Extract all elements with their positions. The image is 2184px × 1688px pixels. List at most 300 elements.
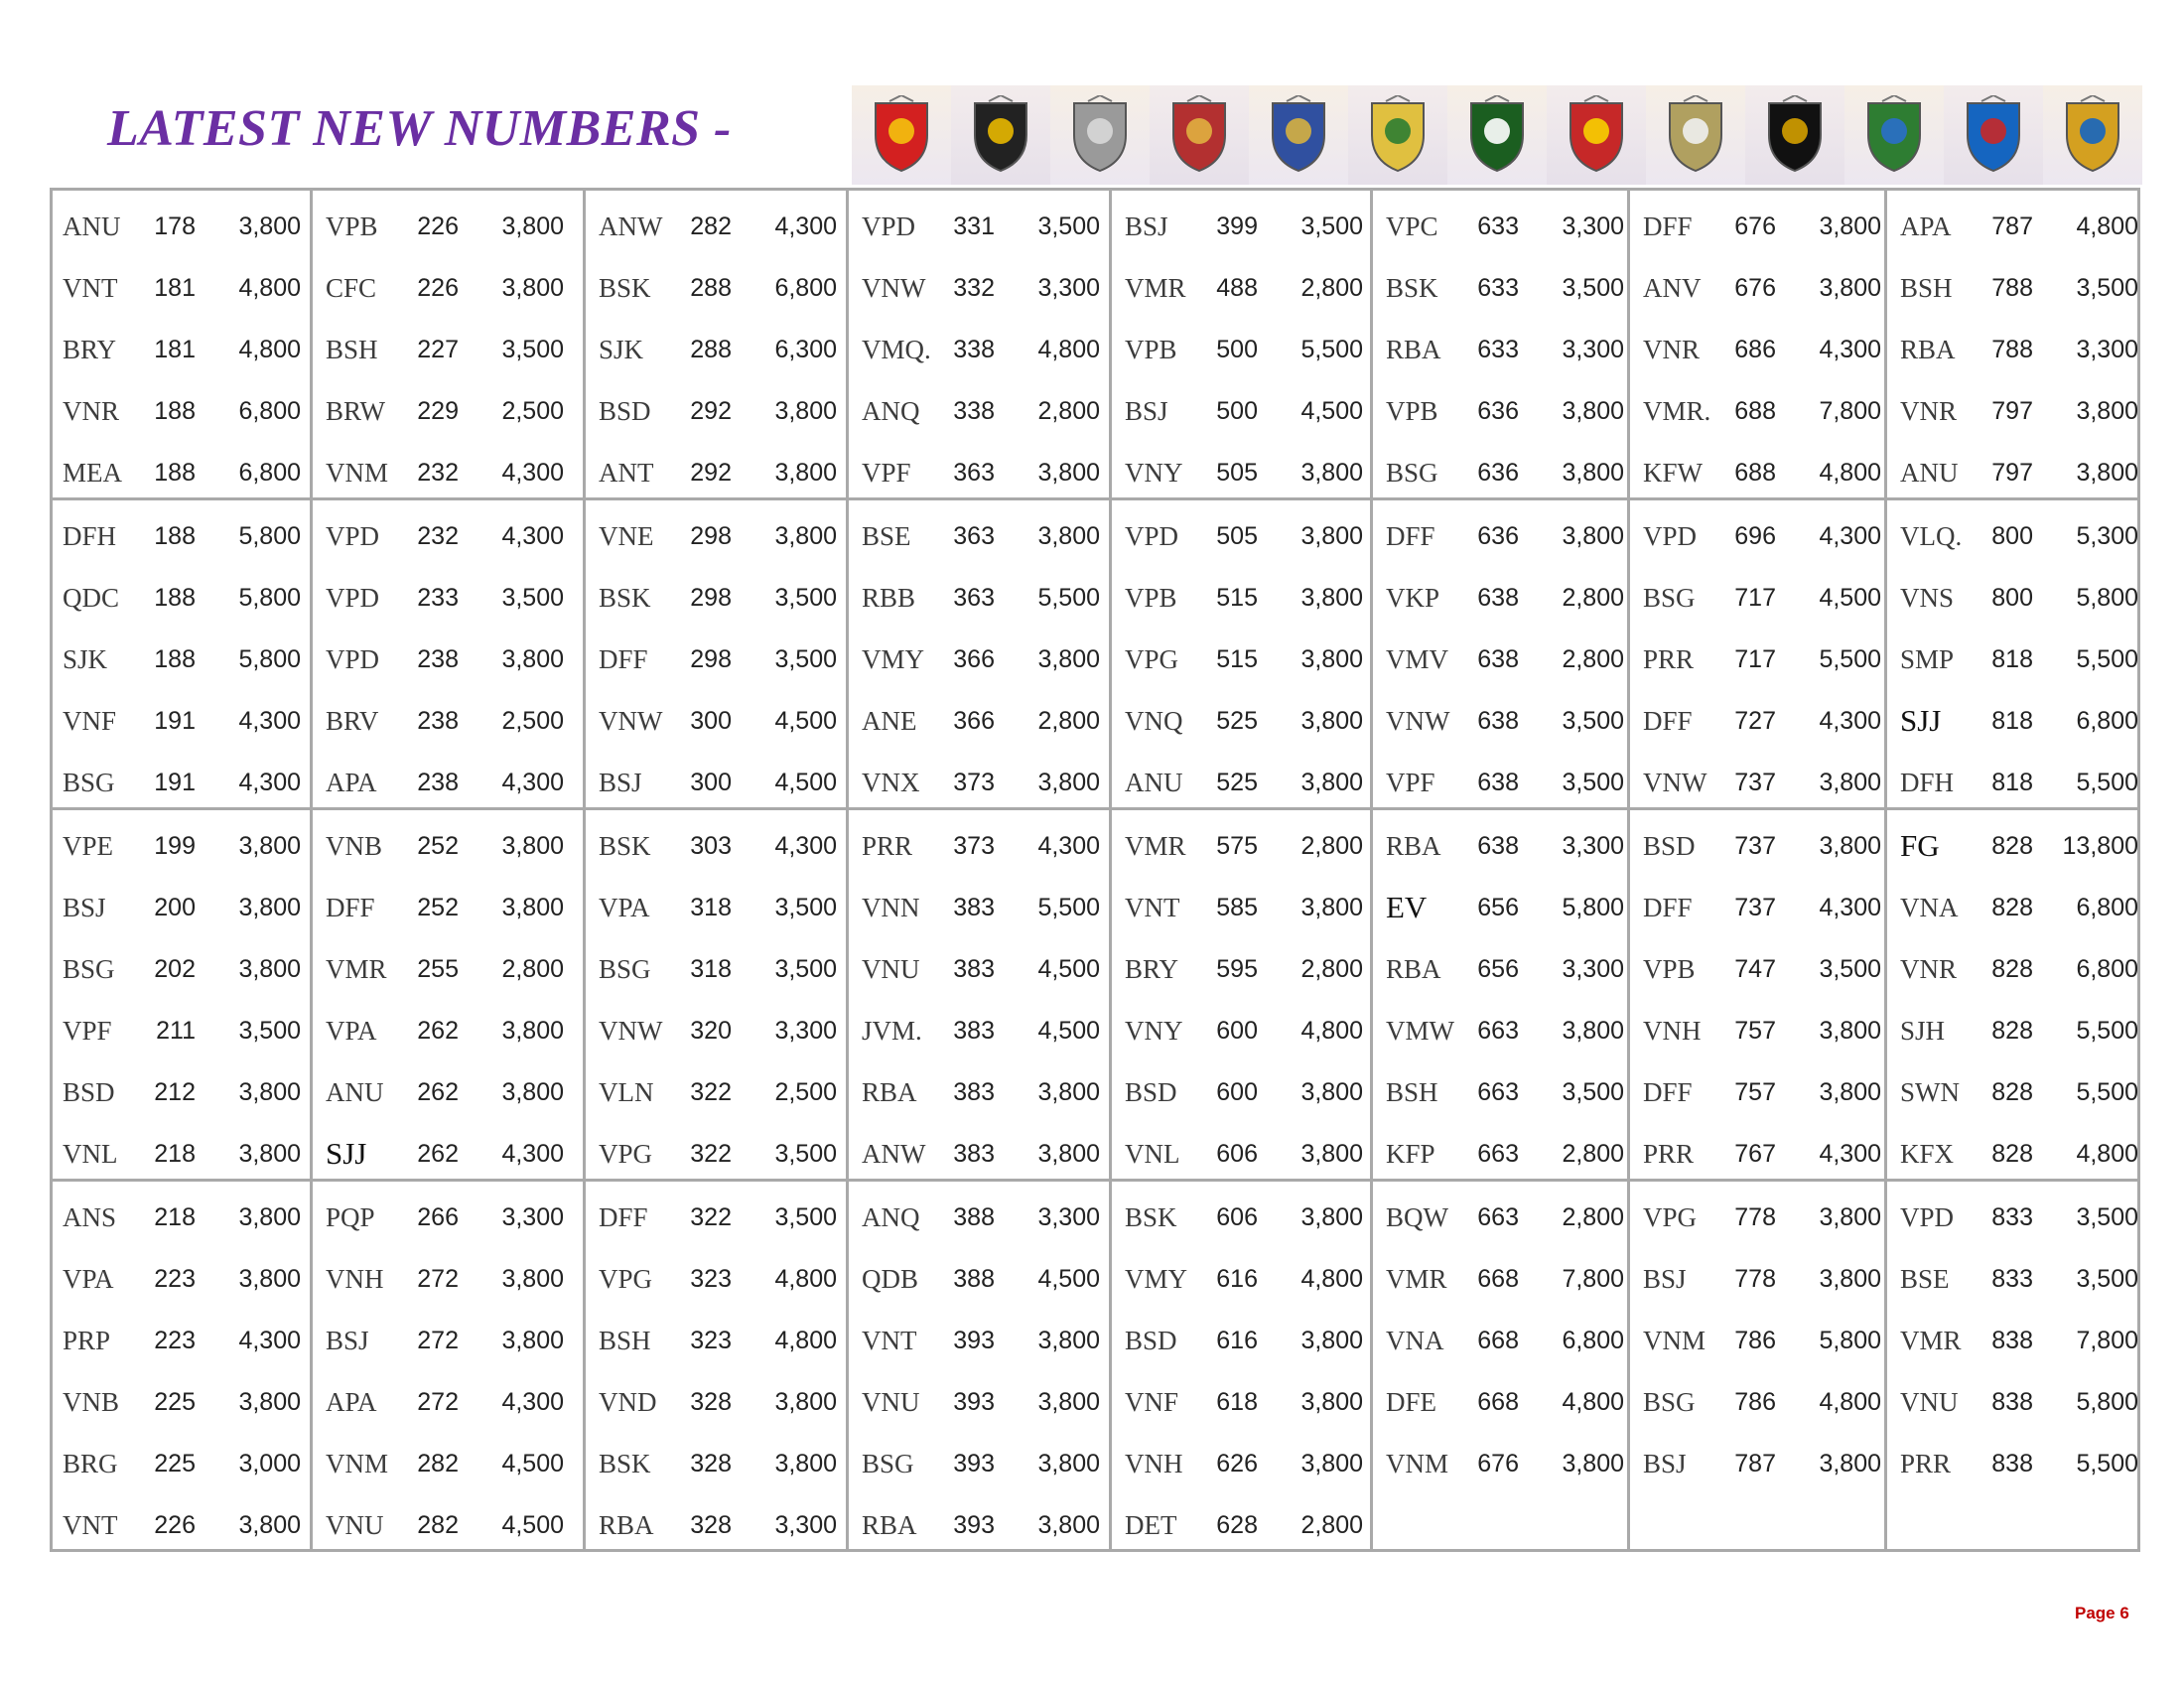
plate-entry bbox=[316, 938, 581, 1000]
plate-code: VNR bbox=[1900, 954, 1958, 984]
plate-number: 226 bbox=[417, 212, 459, 240]
plate-price: 3,800 bbox=[1300, 1078, 1363, 1106]
plate-code: VNF bbox=[1125, 1387, 1179, 1417]
plate-code: DET bbox=[1125, 1510, 1177, 1540]
plate-price: 5,800 bbox=[1819, 1327, 1881, 1354]
plate-entry bbox=[852, 752, 1107, 813]
plate-number: 778 bbox=[1734, 1203, 1776, 1231]
plate-number: 787 bbox=[1991, 212, 2033, 240]
plate-number: 226 bbox=[417, 274, 459, 302]
plate-entry bbox=[1115, 1371, 1368, 1433]
plate-price: 3,800 bbox=[1037, 769, 1100, 796]
plate-entry bbox=[316, 1310, 581, 1371]
plate-price: 5,800 bbox=[2076, 1388, 2138, 1416]
plate-code: VLN bbox=[599, 1077, 654, 1107]
plate-entry bbox=[1890, 1248, 2138, 1310]
plate-entry bbox=[1633, 319, 1882, 380]
plate-number: 328 bbox=[690, 1450, 732, 1477]
plate-number: 663 bbox=[1477, 1203, 1519, 1231]
plate-price: 3,800 bbox=[774, 1388, 837, 1416]
plate-price: 3,800 bbox=[1300, 894, 1363, 921]
plate-entry bbox=[316, 257, 581, 319]
plate-price: 3,800 bbox=[1300, 1388, 1363, 1416]
plate-price: 3,800 bbox=[1300, 1203, 1363, 1231]
crest-icon bbox=[1447, 85, 1547, 185]
plate-code: ANU bbox=[1125, 768, 1183, 797]
plate-number: 757 bbox=[1734, 1017, 1776, 1045]
plate-number: 399 bbox=[1216, 212, 1258, 240]
plate-number: 328 bbox=[690, 1511, 732, 1539]
plate-code: ANU bbox=[1900, 458, 1959, 488]
plate-code: VPD bbox=[1643, 521, 1698, 551]
plate-price: 4,300 bbox=[501, 769, 564, 796]
plate-number: 786 bbox=[1734, 1327, 1776, 1354]
plate-price: 3,800 bbox=[1819, 1017, 1881, 1045]
plate-number: 338 bbox=[953, 336, 995, 363]
plate-number: 676 bbox=[1477, 1450, 1519, 1477]
plate-entry bbox=[1890, 815, 2138, 877]
plate-price: 7,800 bbox=[1562, 1265, 1624, 1293]
crest-icon bbox=[1547, 85, 1646, 185]
plate-code: VNW bbox=[862, 273, 926, 303]
plate-entry bbox=[852, 1494, 1107, 1556]
plate-code: VPG bbox=[1643, 1202, 1698, 1232]
plate-price: 2,800 bbox=[1300, 274, 1363, 302]
plate-code: SJK bbox=[63, 644, 108, 674]
plate-number: 363 bbox=[953, 459, 995, 487]
plate-price: 4,800 bbox=[1562, 1388, 1624, 1416]
plate-entry bbox=[316, 1433, 581, 1494]
plate-code: JVM. bbox=[862, 1016, 922, 1046]
plate-number: 262 bbox=[417, 1140, 459, 1168]
plate-price: 3,800 bbox=[238, 894, 301, 921]
plate-code: VPG bbox=[599, 1139, 653, 1169]
plate-price: 3,800 bbox=[238, 955, 301, 983]
plate-entry bbox=[316, 505, 581, 567]
plate-price: 6,800 bbox=[2076, 955, 2138, 983]
plate-number: 638 bbox=[1477, 769, 1519, 796]
plate-price: 3,800 bbox=[1300, 769, 1363, 796]
plate-price: 5,500 bbox=[2076, 769, 2138, 796]
plate-code: BSH bbox=[326, 335, 378, 364]
plate-code: VNX bbox=[862, 768, 920, 797]
plate-code: ANW bbox=[862, 1139, 926, 1169]
plate-number: 838 bbox=[1991, 1327, 2033, 1354]
plate-code: VMQ. bbox=[862, 335, 931, 364]
plate-number: 288 bbox=[690, 274, 732, 302]
plate-entry bbox=[1633, 1187, 1882, 1248]
plate-price: 2,800 bbox=[1562, 584, 1624, 612]
plate-price: 3,800 bbox=[1819, 1450, 1881, 1477]
plate-code: VLQ. bbox=[1900, 521, 1963, 551]
plate-price: 4,800 bbox=[774, 1265, 837, 1293]
plate-entry bbox=[1115, 938, 1368, 1000]
plate-number: 488 bbox=[1216, 274, 1258, 302]
plate-entry bbox=[589, 567, 844, 629]
plate-number: 373 bbox=[953, 832, 995, 860]
plate-entry bbox=[589, 442, 844, 503]
plate-number: 676 bbox=[1734, 212, 1776, 240]
plate-number: 328 bbox=[690, 1388, 732, 1416]
plate-code: ANQ bbox=[862, 1202, 920, 1232]
plate-price: 3,800 bbox=[774, 397, 837, 425]
plate-entry bbox=[1633, 938, 1882, 1000]
plate-price: 3,500 bbox=[1562, 1078, 1624, 1106]
plate-price: 3,800 bbox=[1819, 1265, 1881, 1293]
plate-price: 4,500 bbox=[1037, 1265, 1100, 1293]
plate-price: 4,300 bbox=[501, 1140, 564, 1168]
plate-code: VNT bbox=[862, 1326, 917, 1355]
plate-number: 292 bbox=[690, 397, 732, 425]
plate-entry bbox=[589, 1123, 844, 1185]
plate-number: 383 bbox=[953, 955, 995, 983]
plate-number: 232 bbox=[417, 459, 459, 487]
plate-code: DFF bbox=[1643, 1077, 1693, 1107]
plate-code: VKP bbox=[1386, 583, 1440, 613]
plate-number: 318 bbox=[690, 894, 732, 921]
plate-entry bbox=[316, 567, 581, 629]
plate-entry bbox=[1890, 1310, 2138, 1371]
plate-number: 633 bbox=[1477, 274, 1519, 302]
plate-number: 500 bbox=[1216, 336, 1258, 363]
plate-entry bbox=[53, 1494, 308, 1556]
plate-entry bbox=[852, 1061, 1107, 1123]
plate-number: 191 bbox=[154, 769, 196, 796]
plate-price: 4,300 bbox=[238, 1327, 301, 1354]
plate-entry bbox=[53, 752, 308, 813]
plate-code: VPD bbox=[326, 644, 380, 674]
plate-price: 3,800 bbox=[238, 1203, 301, 1231]
plate-price: 3,800 bbox=[1037, 1078, 1100, 1106]
plate-code: VPG bbox=[599, 1264, 653, 1294]
plate-entry bbox=[1633, 629, 1882, 690]
plate-number: 505 bbox=[1216, 522, 1258, 550]
plate-number: 252 bbox=[417, 832, 459, 860]
plate-number: 383 bbox=[953, 1078, 995, 1106]
plate-entry bbox=[53, 1123, 308, 1185]
plate-code: VMR bbox=[1900, 1326, 1962, 1355]
plate-price: 2,800 bbox=[501, 955, 564, 983]
plate-number: 298 bbox=[690, 522, 732, 550]
plate-number: 200 bbox=[154, 894, 196, 921]
plate-entry bbox=[852, 938, 1107, 1000]
plate-entry bbox=[1115, 629, 1368, 690]
plate-code: ANU bbox=[63, 211, 121, 241]
plate-number: 575 bbox=[1216, 832, 1258, 860]
plate-entry bbox=[316, 1494, 581, 1556]
plate-entry bbox=[1376, 257, 1625, 319]
plate-entry bbox=[1890, 877, 2138, 938]
plate-code: VPA bbox=[63, 1264, 114, 1294]
plate-number: 636 bbox=[1477, 397, 1519, 425]
plate-number: 373 bbox=[953, 769, 995, 796]
plate-entry bbox=[1890, 1371, 2138, 1433]
plate-code: RBA bbox=[1386, 831, 1441, 861]
plate-entry bbox=[1890, 319, 2138, 380]
plate-number: 288 bbox=[690, 336, 732, 363]
column-divider bbox=[583, 191, 586, 1549]
plate-price: 4,500 bbox=[1037, 1017, 1100, 1045]
plate-number: 363 bbox=[953, 522, 995, 550]
plate-entry bbox=[1115, 1000, 1368, 1061]
plate-price: 5,500 bbox=[2076, 1450, 2138, 1477]
column-divider bbox=[846, 191, 849, 1549]
plate-code: VPB bbox=[1386, 396, 1438, 426]
plate-code: ANE bbox=[862, 706, 917, 736]
plate-number: 383 bbox=[953, 1017, 995, 1045]
plate-price: 4,300 bbox=[774, 832, 837, 860]
plate-number: 717 bbox=[1734, 645, 1776, 673]
plate-number: 238 bbox=[417, 707, 459, 735]
plate-entry bbox=[1633, 1061, 1882, 1123]
crest-icon bbox=[1050, 85, 1150, 185]
plate-code: BSD bbox=[1125, 1326, 1177, 1355]
plate-number: 229 bbox=[417, 397, 459, 425]
plate-entry bbox=[1376, 877, 1625, 938]
plate-entry bbox=[1115, 815, 1368, 877]
plate-price: 3,800 bbox=[1562, 1450, 1624, 1477]
plate-code: BSJ bbox=[63, 893, 106, 922]
plate-entry bbox=[589, 319, 844, 380]
plate-price: 2,500 bbox=[501, 707, 564, 735]
plate-code: CFC bbox=[326, 273, 377, 303]
plate-entry bbox=[53, 380, 308, 442]
plate-code: SJK bbox=[599, 335, 644, 364]
plate-price: 3,800 bbox=[774, 522, 837, 550]
plate-code: APA bbox=[1900, 211, 1952, 241]
plate-entry bbox=[1890, 690, 2138, 752]
plate-price: 4,300 bbox=[501, 459, 564, 487]
plate-price: 4,500 bbox=[1037, 955, 1100, 983]
plate-price: 4,300 bbox=[1819, 894, 1881, 921]
plate-code: PQP bbox=[326, 1202, 375, 1232]
plate-number: 636 bbox=[1477, 459, 1519, 487]
plate-price: 4,800 bbox=[2076, 212, 2138, 240]
plate-price: 5,800 bbox=[1562, 894, 1624, 921]
plate-number: 366 bbox=[953, 707, 995, 735]
plate-entry bbox=[53, 1000, 308, 1061]
plate-entry bbox=[1890, 1000, 2138, 1061]
plate-price: 2,800 bbox=[1562, 645, 1624, 673]
plate-price: 3,800 bbox=[1037, 459, 1100, 487]
column-divider bbox=[1884, 191, 1887, 1549]
plate-number: 797 bbox=[1991, 397, 2033, 425]
plate-number: 262 bbox=[417, 1017, 459, 1045]
plate-code: BSH bbox=[1900, 273, 1953, 303]
plate-number: 393 bbox=[953, 1450, 995, 1477]
plate-code: BSK bbox=[599, 831, 651, 861]
plate-code: BSD bbox=[1643, 831, 1696, 861]
plate-number: 322 bbox=[690, 1203, 732, 1231]
plate-code: PRR bbox=[1643, 644, 1695, 674]
plate-entry bbox=[316, 1061, 581, 1123]
plate-number: 255 bbox=[417, 955, 459, 983]
plate-code: KFW bbox=[1643, 458, 1703, 488]
plate-code: BSK bbox=[599, 273, 651, 303]
plate-price: 3,800 bbox=[238, 1388, 301, 1416]
plate-code: VNR bbox=[63, 396, 120, 426]
plate-number: 633 bbox=[1477, 212, 1519, 240]
plate-number: 318 bbox=[690, 955, 732, 983]
plate-number: 223 bbox=[154, 1327, 196, 1354]
plate-number: 757 bbox=[1734, 1078, 1776, 1106]
plate-entry bbox=[852, 257, 1107, 319]
plate-price: 6,300 bbox=[774, 336, 837, 363]
plate-entry bbox=[1633, 877, 1882, 938]
plate-number: 585 bbox=[1216, 894, 1258, 921]
plate-number: 300 bbox=[690, 769, 732, 796]
plate-price: 6,800 bbox=[2076, 707, 2138, 735]
plate-code: DFH bbox=[1900, 768, 1955, 797]
plate-entry bbox=[1115, 567, 1368, 629]
plate-number: 727 bbox=[1734, 707, 1776, 735]
plate-entry bbox=[1376, 1187, 1625, 1248]
plate-code: KFX bbox=[1900, 1139, 1955, 1169]
plate-number: 366 bbox=[953, 645, 995, 673]
plate-number: 211 bbox=[156, 1017, 196, 1045]
plate-code: VNH bbox=[1125, 1449, 1183, 1478]
plate-code: ANV bbox=[1643, 273, 1702, 303]
plate-entry bbox=[852, 505, 1107, 567]
plate-number: 828 bbox=[1991, 894, 2033, 921]
plate-entry bbox=[852, 380, 1107, 442]
column-divider bbox=[1109, 191, 1112, 1549]
plate-number: 828 bbox=[1991, 1017, 2033, 1045]
plate-code: MEA bbox=[63, 458, 122, 488]
plate-number: 818 bbox=[1991, 769, 2033, 796]
plate-entry bbox=[316, 629, 581, 690]
plate-entry bbox=[1115, 505, 1368, 567]
plate-price: 5,800 bbox=[238, 645, 301, 673]
plate-number: 828 bbox=[1991, 1078, 2033, 1106]
plate-entry bbox=[1890, 938, 2138, 1000]
plate-number: 223 bbox=[154, 1265, 196, 1293]
plate-price: 3,800 bbox=[1562, 459, 1624, 487]
plate-number: 800 bbox=[1991, 522, 2033, 550]
plate-price: 3,800 bbox=[1819, 769, 1881, 796]
plate-price: 5,500 bbox=[2076, 645, 2138, 673]
plate-code: SMP bbox=[1900, 644, 1955, 674]
plate-price: 3,800 bbox=[2076, 459, 2138, 487]
plate-code: VNM bbox=[1386, 1449, 1449, 1478]
plate-price: 3,800 bbox=[1819, 1203, 1881, 1231]
plate-number: 332 bbox=[953, 274, 995, 302]
plate-entry bbox=[1890, 1187, 2138, 1248]
plate-number: 638 bbox=[1477, 584, 1519, 612]
plate-price: 3,800 bbox=[1819, 1078, 1881, 1106]
plate-entry bbox=[1115, 196, 1368, 257]
plate-entry bbox=[1890, 1123, 2138, 1185]
plate-number: 188 bbox=[154, 645, 196, 673]
plate-entry bbox=[53, 1187, 308, 1248]
plate-price: 3,800 bbox=[1037, 1511, 1100, 1539]
plate-price: 2,800 bbox=[1300, 955, 1363, 983]
plate-price: 2,500 bbox=[501, 397, 564, 425]
plate-code: DFF bbox=[1643, 706, 1693, 736]
plate-number: 797 bbox=[1991, 459, 2033, 487]
plate-entry bbox=[316, 442, 581, 503]
plate-price: 4,800 bbox=[1300, 1017, 1363, 1045]
plate-number: 191 bbox=[154, 707, 196, 735]
plate-price: 3,800 bbox=[501, 1078, 564, 1106]
plate-code: RBA bbox=[1386, 954, 1441, 984]
plate-entry bbox=[1376, 690, 1625, 752]
plate-number: 800 bbox=[1991, 584, 2033, 612]
plate-code: VNY bbox=[1125, 1016, 1183, 1046]
plate-number: 628 bbox=[1216, 1511, 1258, 1539]
number-price-table bbox=[50, 188, 2140, 1552]
plate-entry bbox=[589, 815, 844, 877]
plate-price: 4,300 bbox=[1819, 1140, 1881, 1168]
plate-code: ANQ bbox=[862, 396, 920, 426]
plate-price: 3,500 bbox=[774, 584, 837, 612]
plate-number: 388 bbox=[953, 1203, 995, 1231]
plate-entry bbox=[1376, 1061, 1625, 1123]
plate-price: 3,300 bbox=[1562, 212, 1624, 240]
plate-number: 686 bbox=[1734, 336, 1776, 363]
plate-entry bbox=[589, 1494, 844, 1556]
plate-number: 262 bbox=[417, 1078, 459, 1106]
plate-code: BSJ bbox=[1643, 1264, 1687, 1294]
plate-entry bbox=[1633, 380, 1882, 442]
plate-number: 828 bbox=[1991, 1140, 2033, 1168]
plate-price: 3,800 bbox=[1300, 707, 1363, 735]
plate-code: DFF bbox=[1643, 211, 1693, 241]
plate-number: 212 bbox=[154, 1078, 196, 1106]
plate-code: VPF bbox=[63, 1016, 112, 1046]
plate-number: 282 bbox=[417, 1450, 459, 1477]
plate-price: 4,300 bbox=[238, 769, 301, 796]
plate-entry bbox=[1115, 1187, 1368, 1248]
plate-code: BSE bbox=[1900, 1264, 1950, 1294]
plate-price: 4,500 bbox=[501, 1450, 564, 1477]
plate-price: 3,800 bbox=[238, 1140, 301, 1168]
plate-price: 3,800 bbox=[501, 1327, 564, 1354]
plate-entry bbox=[53, 1433, 308, 1494]
plate-entry bbox=[1890, 442, 2138, 503]
plate-number: 833 bbox=[1991, 1203, 2033, 1231]
plate-number: 515 bbox=[1216, 645, 1258, 673]
plate-number: 272 bbox=[417, 1388, 459, 1416]
plate-price: 3,800 bbox=[1037, 645, 1100, 673]
plate-code: VPB bbox=[1125, 335, 1177, 364]
plate-price: 3,800 bbox=[774, 459, 837, 487]
plate-price: 4,800 bbox=[1819, 459, 1881, 487]
plate-price: 3,800 bbox=[1819, 274, 1881, 302]
plate-number: 320 bbox=[690, 1017, 732, 1045]
plate-price: 3,500 bbox=[2076, 274, 2138, 302]
plate-code: RBA bbox=[1386, 335, 1441, 364]
plate-code: VND bbox=[599, 1387, 657, 1417]
plate-entry bbox=[1115, 319, 1368, 380]
plate-entry bbox=[1633, 567, 1882, 629]
plate-entry bbox=[1633, 1123, 1882, 1185]
plate-number: 331 bbox=[953, 212, 995, 240]
plate-entry bbox=[316, 1248, 581, 1310]
plate-price: 5,500 bbox=[1037, 894, 1100, 921]
plate-price: 3,300 bbox=[1037, 274, 1100, 302]
plate-number: 786 bbox=[1734, 1388, 1776, 1416]
plate-number: 737 bbox=[1734, 769, 1776, 796]
plate-price: 6,800 bbox=[238, 397, 301, 425]
plate-code: SJJ bbox=[1900, 703, 1942, 738]
plate-price: 3,000 bbox=[238, 1450, 301, 1477]
plate-number: 181 bbox=[154, 274, 196, 302]
plate-number: 688 bbox=[1734, 397, 1776, 425]
plate-entry bbox=[53, 629, 308, 690]
plate-price: 3,500 bbox=[1300, 212, 1363, 240]
column-divider bbox=[310, 191, 313, 1549]
